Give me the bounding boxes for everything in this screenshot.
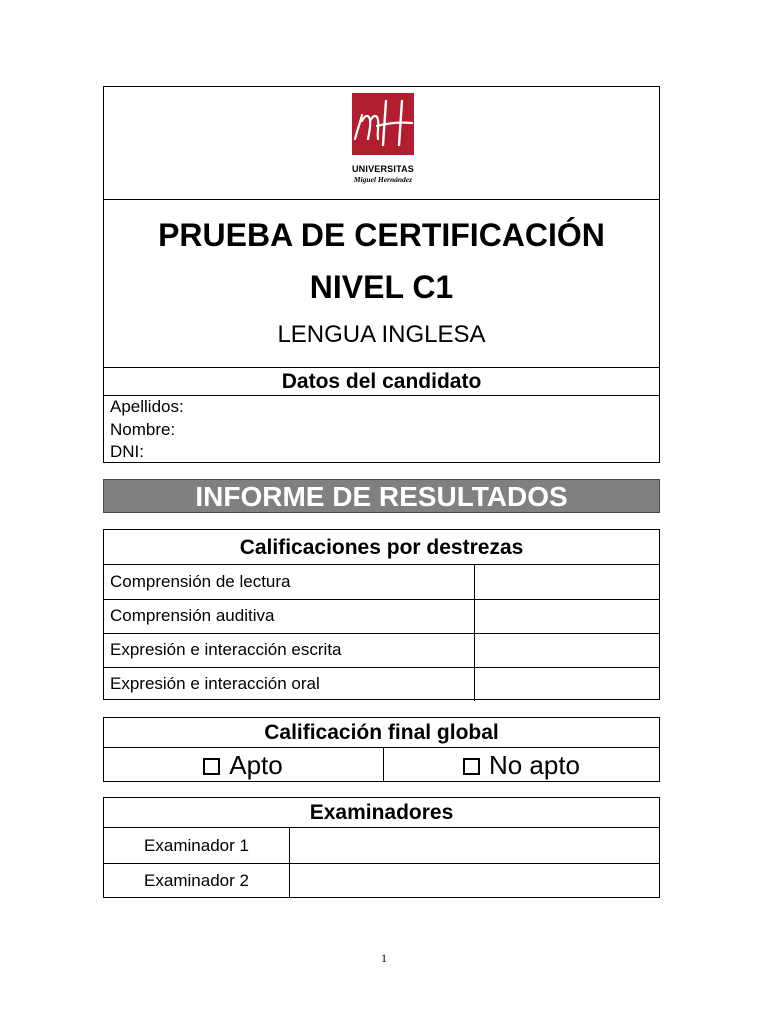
option-apto (104, 748, 382, 782)
examiner-signature-cell (289, 828, 659, 863)
logo-text-miguel-hernandez: Miguel Hernández (353, 175, 413, 184)
option-label: No apto (488, 750, 581, 780)
skills-heading: Calificaciones por destrezas (104, 530, 659, 565)
logo-cell (104, 87, 659, 200)
examiners-heading: Examinadores (104, 798, 659, 828)
skill-label: Comprensión auditiva (110, 606, 275, 625)
examiner-signature-cell (289, 863, 659, 898)
logo-mark (352, 93, 414, 155)
page-number: 1 (381, 951, 387, 965)
logo-text-universitas: UNIVERSITAS (351, 164, 415, 174)
table-row (104, 599, 659, 634)
skill-label: Expresión e interacción escrita (110, 640, 342, 659)
field-dni: DNI: (110, 442, 144, 461)
skill-score-cell (474, 667, 659, 701)
skill-score-cell (474, 633, 659, 667)
table-row (104, 565, 659, 600)
option-label: Apto (229, 750, 283, 780)
table-row (104, 828, 659, 864)
final-grade-table (103, 717, 660, 782)
option-no-apto (383, 748, 659, 782)
examiner-label: Examinador 2 (144, 871, 249, 890)
skill-score-cell (474, 599, 659, 633)
candidate-heading: Datos del candidato (104, 367, 659, 396)
language-subtitle: LENGUA INGLESA (277, 321, 486, 348)
candidate-fields (110, 396, 659, 464)
university-logo (344, 93, 422, 193)
examiner-label: Examinador 1 (144, 836, 249, 855)
skills-table (103, 529, 660, 700)
document-title: PRUEBA DE CERTIFICACIÓN (158, 217, 605, 253)
title-cell (104, 199, 659, 368)
checkbox-icon[interactable] (463, 758, 480, 775)
checkbox-icon[interactable] (203, 758, 220, 775)
level-title: NIVEL C1 (309, 269, 454, 305)
skill-label: Expresión e interacción oral (110, 674, 320, 693)
results-banner: INFORME DE RESULTADOS (103, 479, 660, 513)
skill-label: Comprensión de lectura (110, 572, 291, 591)
table-row (104, 667, 659, 701)
final-grade-heading: Calificación final global (104, 718, 659, 748)
table-row (104, 633, 659, 668)
table-row (104, 863, 659, 898)
examiners-table (103, 797, 660, 898)
mh-monogram-icon (352, 93, 414, 155)
field-apellidos: Apellidos: (110, 397, 184, 416)
field-nombre: Nombre: (110, 419, 176, 439)
skill-score-cell (474, 565, 659, 599)
header-block (103, 86, 660, 463)
